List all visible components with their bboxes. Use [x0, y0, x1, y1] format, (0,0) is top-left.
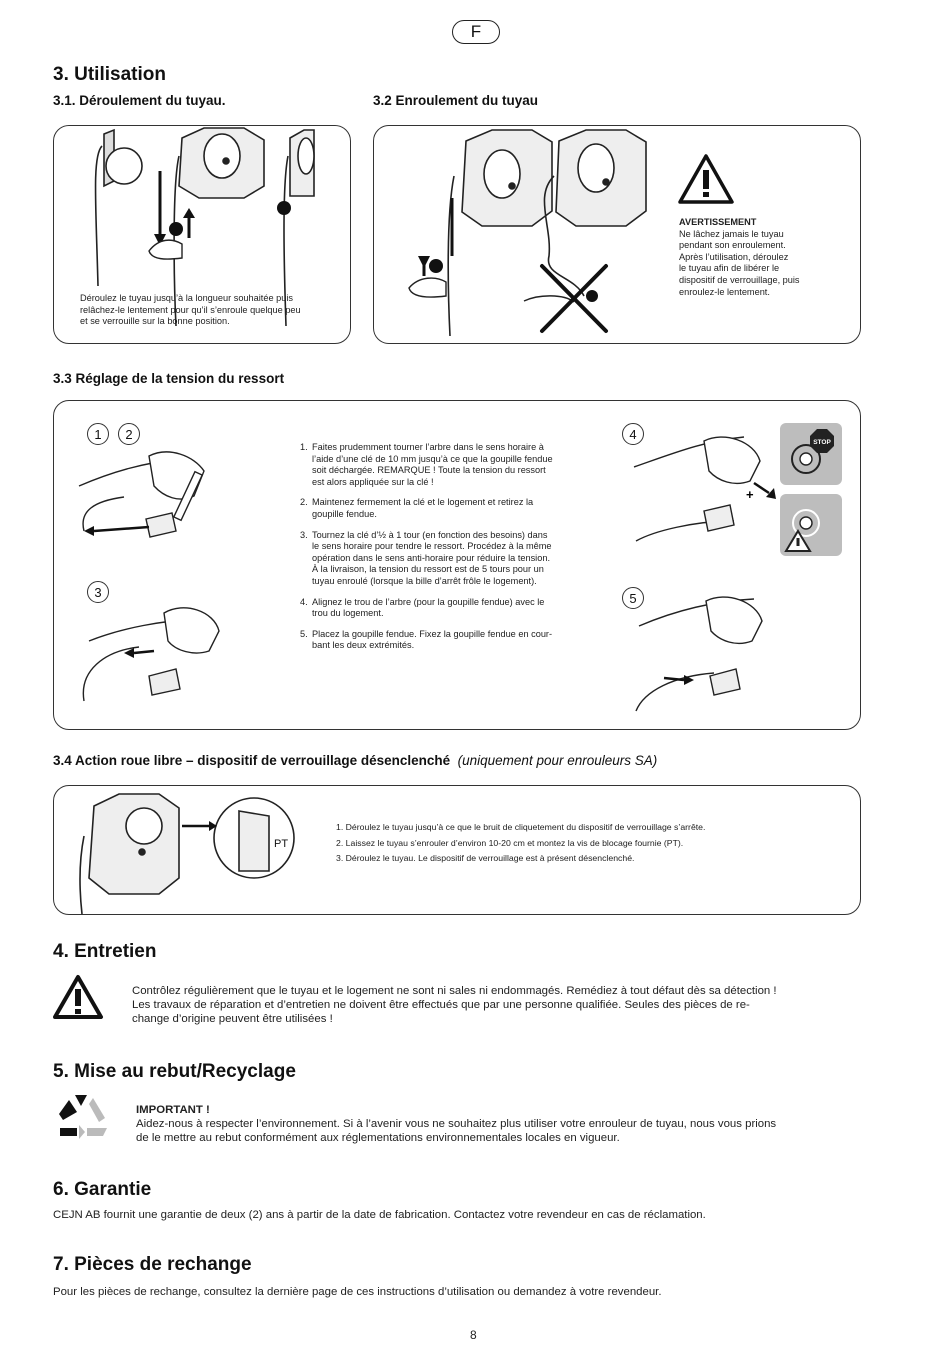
- section-4-title: 4. Entretien: [53, 941, 157, 962]
- warranty-text: CEJN AB fournit une garantie de deux (2) ans à partir de la date de fabrication. Contactez votre revendeur en cas de réclamation.: [53, 1209, 706, 1221]
- unwinding-caption: Déroulez le tuyau jusqu’à la longueur souhaitée puis relâchez-le lentement pour qu’il s’enroule quelque peu et se verrouille sur la bonne position.: [80, 293, 301, 327]
- tension-step-3: 3. Tournez la clé d’½ à 1 tour (en fonction des besoins) dans le sens horaire pour tendre le ressort. Procédez à la même opération dans le sens anti-horaire pour réduire la tension. À la livraison, la tension du ressort est de 5 tours pour un tuyau enroulé (lorsque la bille d’arrêt frôle le logement).: [300, 529, 552, 586]
- pt-label: PT: [274, 838, 289, 850]
- svg-text:+: +: [746, 487, 754, 502]
- section-32-title: 3.2 Enroulement du tuyau: [373, 93, 539, 108]
- warning-triangle-icon: [680, 156, 732, 202]
- section-3-title: 3. Utilisation: [53, 64, 166, 85]
- section-33-title: 3.3 Réglage de la tension du ressort: [53, 371, 285, 386]
- maintenance-text: Contrôlez régulièrement que le tuyau et le logement ne sont ni sales ni endommagés. Remédiez à tout défaut dès sa détection ! Les travaux de réparation et d’entretien ne doivent être effectués que par une personne qualifiée. Seules des pièces de re- change d’origine peuvent être utilisées !: [132, 985, 777, 1025]
- warning-triangle-icon: [53, 973, 103, 1021]
- free-wheel-step-1: 1. Déroulez le tuyau jusqu’à ce que le bruit de cliquetement du dispositif de verrouillage s’arrête.: [336, 822, 706, 832]
- rewinding-figure-box: [373, 125, 861, 344]
- step-number-2: 2: [118, 423, 140, 445]
- unwinding-figure-box: [53, 125, 351, 344]
- section-6-title: 6. Garantie: [53, 1179, 152, 1200]
- section-31-title: 3.1. Déroulement du tuyau.: [53, 93, 226, 108]
- spring-tension-steps: [300, 442, 590, 661]
- section-34-heading: 3.4 Action roue libre – dispositif de verrouillage désenclenché: [53, 753, 451, 768]
- rewinding-warning: [679, 217, 839, 298]
- step-number-3: 3: [87, 581, 109, 603]
- spare-parts-text: Pour les pièces de rechange, consultez la dernière page de ces instructions d’utilisation ou demandez à votre revendeur.: [53, 1286, 662, 1298]
- recycle-icon: [55, 1090, 115, 1145]
- spring-tension-box: [53, 400, 861, 730]
- tension-step-1: 1. Faites prudemment tourner l’arbre dans le sens horaire à l’aide d’une clé de 10 mm jusqu’à ce que la goupille fendue soit déchargée. REMARQUE ! Toute la tension du ressort est alors appliquée sur la clé !: [300, 442, 553, 487]
- language-badge: F: [452, 20, 500, 44]
- section-5-title: 5. Mise au rebut/Recyclage: [53, 1061, 296, 1082]
- section-7-title: 7. Pièces de rechange: [53, 1254, 252, 1275]
- stop-sign-label: STOP: [813, 439, 831, 446]
- free-wheel-steps: [336, 822, 836, 869]
- important-label: IMPORTANT !: [136, 1104, 210, 1116]
- free-wheel-step-2: 2. Laissez le tuyau s’enrouler d’environ 10-20 cm et montez la vis de blocage fournie (PT).: [336, 837, 684, 848]
- tension-step-4: 4. Alignez le trou de l’arbre (pour la goupille fendue) avec le trou du logement.: [300, 596, 545, 619]
- step-number-5: 5: [622, 587, 644, 609]
- page-number: 8: [470, 1328, 477, 1342]
- warning-title: AVERTISSEMENT: [679, 217, 757, 227]
- free-wheel-box: [53, 785, 861, 915]
- tension-step-2: 2. Maintenez fermement la clé et le logement et retirez la goupille fendue.: [300, 497, 534, 519]
- tension-step-5: 5. Placez la goupille fendue. Fixez la goupille fendue en cour- bant les deux extrémités.: [300, 628, 553, 651]
- free-wheel-step-3: 3. Déroulez le tuyau. Le dispositif de verrouillage est à présent désenclenché.: [336, 853, 635, 864]
- recycling-text: Aidez-nous à respecter l’environnement. Si à l’avenir vous ne souhaitez plus utiliser votre enrouleur de tuyau, nous vous prions de le mettre au rebut conformément aux réglementations environnementales locales en vigueur.: [136, 1118, 777, 1144]
- warning-text: Ne lâchez jamais le tuyau pendant son enroulement. Après l’utilisation, déroulez le tuyau afin de libérer le dispositif de verrouillage, puis enroulez-le lentement.: [679, 228, 800, 297]
- section-34-subtitle: (uniquement pour enrouleurs SA): [457, 753, 658, 768]
- stop-sign-icon: [810, 429, 834, 453]
- section-34-title: [53, 753, 657, 768]
- step-number-1: 1: [87, 423, 109, 445]
- step-number-4: 4: [622, 423, 644, 445]
